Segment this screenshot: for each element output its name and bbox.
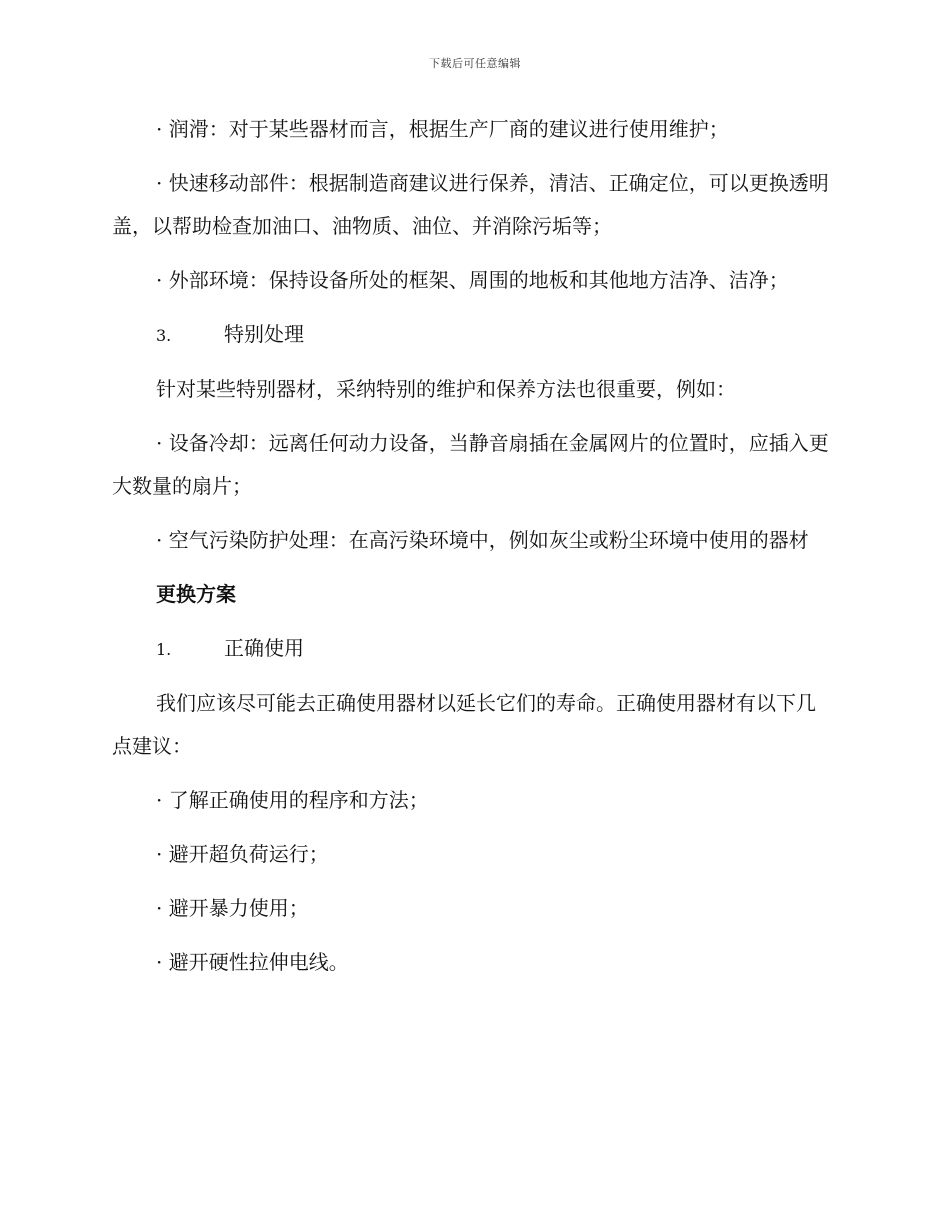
- document-body: [112, 108, 832, 995]
- paragraph-air-pollution: · 空气污染防护处理：在高污染环境中，例如灰尘或粉尘环境中使用的器材: [156, 528, 809, 552]
- list-item-overload: · 避开超负荷运行；: [156, 842, 329, 866]
- paragraph-correct-use: 我们应该尽可能去正确使用器材以延长它们的寿命。正确使用器材有以下几点建议：: [112, 691, 816, 758]
- header-note: 下载后可任意编辑: [429, 57, 521, 70]
- paragraph-special-intro: 针对某些特别器材，采纳特别的维护和保养方法也很重要，例如：: [156, 377, 736, 401]
- paragraph-environment: · 外部环境：保持设备所处的框架、周围的地板和其他地方洁净、洁净；: [156, 268, 789, 292]
- heading-replacement-plan: 更换方案: [156, 582, 236, 606]
- section-1-title: [112, 627, 832, 671]
- section-1-label: 正确使用: [224, 636, 304, 660]
- section-1-number: 1.: [156, 640, 172, 659]
- paragraph-cooling: · 设备冷却：远离任何动力设备，当静音扇插在金属网片的位置时，应插入更大数量的扇片；: [112, 431, 829, 498]
- section-3-number: 3.: [156, 326, 172, 345]
- paragraph-lubrication: · 润滑：对于某些器材而言，根据生产厂商的建议进行使用维护；: [156, 117, 729, 141]
- list-item-procedure: · 了解正确使用的程序和方法；: [156, 788, 429, 812]
- paragraph-moving-parts: · 快速移动部件：根据制造商建议进行保养，清洁、正确定位，可以更换透明盖，以帮助检查加油口、油物质、油位、并消除污垢等；: [112, 171, 829, 238]
- section-3-label: 特别处理: [224, 322, 304, 346]
- section-3-title: [112, 313, 832, 357]
- list-item-violence: · 避开暴力使用；: [156, 896, 309, 920]
- list-item-wire: · 避开硬性拉伸电线。: [156, 950, 349, 974]
